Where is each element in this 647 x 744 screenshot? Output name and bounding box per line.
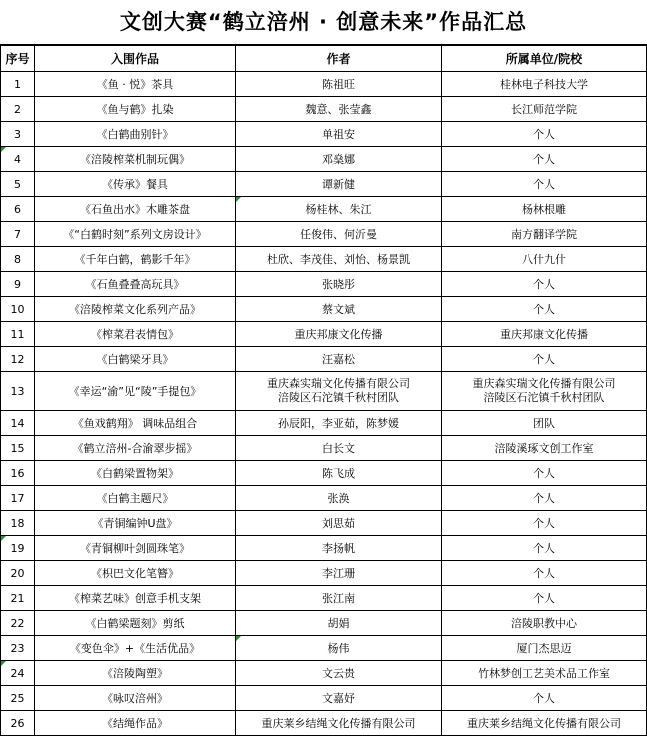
table-row (1, 322, 647, 347)
unit-cell[interactable]: 个人 (442, 347, 647, 372)
work-title-cell[interactable]: 《白鹤梁牙具》 (35, 347, 236, 372)
table-row (1, 436, 647, 461)
work-title-cell[interactable]: 《白鹤曲别针》 (35, 122, 236, 147)
row-number-cell[interactable]: 10 (1, 297, 35, 322)
header-work[interactable]: 入围作品 (35, 46, 236, 72)
work-title-cell[interactable]: 《涪陵陶塑》 (35, 661, 236, 686)
unit-cell[interactable]: 厦门杰思迈 (442, 636, 647, 661)
author-cell[interactable]: 白长文 (236, 436, 442, 461)
sheet-title: 文创大赛“鹤立涪州 · 创意未来”作品汇总 (0, 0, 647, 45)
work-title-cell[interactable]: 《榨菜君表情包》 (35, 322, 236, 347)
unit-cell[interactable]: 涪陵溪琢文创工作室 (442, 436, 647, 461)
row-number-cell[interactable]: 11 (1, 322, 35, 347)
table-row (1, 122, 647, 147)
header-unit[interactable]: 所属单位/院校 (442, 46, 647, 72)
table-row (1, 711, 647, 736)
table-row (1, 297, 647, 322)
author-cell[interactable]: 张涣 (236, 486, 442, 511)
work-title-cell[interactable]: 《白鹤梁题刻》剪纸 (35, 611, 236, 636)
work-title-cell[interactable]: 《青铜编钟U盘》 (35, 511, 236, 536)
table-row (1, 197, 647, 222)
unit-cell[interactable]: 团队 (442, 411, 647, 436)
unit-cell[interactable]: 个人 (442, 122, 647, 147)
table-row (1, 372, 647, 411)
author-cell[interactable]: 文云贵 (236, 661, 442, 686)
table-row (1, 536, 647, 561)
table-row (1, 561, 647, 586)
table-row (1, 172, 647, 197)
work-title-cell[interactable]: 《鱼戏鹤翔》 调味品组合 (35, 411, 236, 436)
work-title-cell[interactable]: 《鹤立涪州-合渝翠步摇》 (35, 436, 236, 461)
unit-cell[interactable]: 个人 (442, 147, 647, 172)
table-row (1, 511, 647, 536)
row-number-cell[interactable]: 5 (1, 172, 35, 197)
row-number-cell[interactable]: 24 (1, 661, 35, 686)
work-title-cell[interactable]: 《咏叹涪州》 (35, 686, 236, 711)
row-number-cell[interactable]: 22 (1, 611, 35, 636)
work-title-cell[interactable]: 《枳巴文化笔簪》 (35, 561, 236, 586)
unit-cell[interactable]: 杨林根雕 (442, 197, 647, 222)
author-cell[interactable]: 谭新健 (236, 172, 442, 197)
unit-cell[interactable]: 个人 (442, 297, 647, 322)
unit-cell[interactable]: 个人 (442, 686, 647, 711)
work-title-cell[interactable]: 《“白鹤时刻”系列文房设计》 (35, 222, 236, 247)
unit-cell[interactable]: 涪陵职教中心 (442, 611, 647, 636)
row-number-cell[interactable]: 23 (1, 636, 35, 661)
work-title-cell[interactable]: 《结绳作品》 (35, 711, 236, 736)
row-number-cell[interactable]: 19 (1, 536, 35, 561)
work-title-cell[interactable]: 《涪陵榨菜机制玩偶》 (35, 147, 236, 172)
author-cell[interactable]: 孙辰阳，李亚茹，陈梦媛 (236, 411, 442, 436)
author-cell[interactable]: 张晓彤 (236, 272, 442, 297)
author-cell[interactable]: 陈祖旺 (236, 72, 442, 97)
work-title-cell[interactable]: 《鱼 · 悦》茶具 (35, 72, 236, 97)
row-number-cell[interactable]: 26 (1, 711, 35, 736)
work-title-cell[interactable]: 《幸运“渝”见“陵”手提包》 (35, 372, 236, 411)
row-number-cell[interactable]: 20 (1, 561, 35, 586)
author-cell[interactable]: 重庆邦康文化传播 (236, 322, 442, 347)
work-title-cell[interactable]: 《白鹤主题尺》 (35, 486, 236, 511)
unit-cell[interactable]: 个人 (442, 272, 647, 297)
unit-cell[interactable]: 个人 (442, 172, 647, 197)
table-row (1, 486, 647, 511)
work-title-cell[interactable]: 《涪陵榨菜文化系列产品》 (35, 297, 236, 322)
table-row (1, 247, 647, 272)
table-row (1, 661, 647, 686)
row-number-cell[interactable]: 25 (1, 686, 35, 711)
author-cell[interactable]: 重庆森实瑞文化传播有限公司 涪陵区石沱镇千秋村团队 (236, 372, 442, 411)
author-cell[interactable]: 杨伟 (236, 636, 442, 661)
row-number-cell[interactable]: 17 (1, 486, 35, 511)
row-number-cell[interactable]: 2 (1, 97, 35, 122)
author-cell[interactable]: 刘思茹 (236, 511, 442, 536)
unit-cell[interactable]: 竹林梦创工艺美术品工作室 (442, 661, 647, 686)
works-table (0, 45, 647, 736)
unit-cell[interactable]: 重庆森实瑞文化传播有限公司 涪陵区石沱镇千秋村团队 (442, 372, 647, 411)
table-row (1, 586, 647, 611)
row-number-cell[interactable]: 3 (1, 122, 35, 147)
row-number-cell[interactable]: 14 (1, 411, 35, 436)
unit-cell[interactable]: 八什九什 (442, 247, 647, 272)
author-cell[interactable]: 单祖安 (236, 122, 442, 147)
author-cell[interactable]: 任俊伟、何沂曼 (236, 222, 442, 247)
work-title-cell[interactable]: 《白鹤梁置物架》 (35, 461, 236, 486)
row-number-cell[interactable]: 18 (1, 511, 35, 536)
work-title-cell[interactable]: 《石鱼出水》木雕茶盘 (35, 197, 236, 222)
unit-cell[interactable]: 重庆莱乡结绳文化传播有限公司 (442, 711, 647, 736)
unit-cell[interactable]: 南方翻译学院 (442, 222, 647, 247)
header-row (1, 46, 647, 72)
work-title-cell[interactable]: 《石鱼叠叠高玩具》 (35, 272, 236, 297)
unit-cell[interactable]: 桂林电子科技大学 (442, 72, 647, 97)
author-cell[interactable]: 李江珊 (236, 561, 442, 586)
author-cell[interactable]: 杜欣、李茂佳、刘怡、杨景凯 (236, 247, 442, 272)
table-row (1, 222, 647, 247)
work-title-cell[interactable]: 《鱼与鹤》扎染 (35, 97, 236, 122)
author-cell[interactable]: 杨桂林、朱江 (236, 197, 442, 222)
row-number-cell[interactable]: 16 (1, 461, 35, 486)
table-row (1, 461, 647, 486)
unit-cell[interactable]: 个人 (442, 511, 647, 536)
author-cell[interactable]: 魏意、张莹鑫 (236, 97, 442, 122)
work-title-cell[interactable]: 《变色伞》+《生活优品》 (35, 636, 236, 661)
author-cell[interactable]: 陈飞成 (236, 461, 442, 486)
row-number-cell[interactable]: 1 (1, 72, 35, 97)
author-cell[interactable]: 胡娟 (236, 611, 442, 636)
row-number-cell[interactable]: 12 (1, 347, 35, 372)
row-number-cell[interactable]: 13 (1, 372, 35, 411)
unit-cell[interactable]: 个人 (442, 586, 647, 611)
work-title-cell[interactable]: 《榨菜艺味》创意手机支架 (35, 586, 236, 611)
row-number-cell[interactable]: 7 (1, 222, 35, 247)
author-cell[interactable]: 蔡文斌 (236, 297, 442, 322)
row-number-cell[interactable]: 6 (1, 197, 35, 222)
unit-cell[interactable]: 个人 (442, 561, 647, 586)
work-title-cell[interactable]: 《传承》餐具 (35, 172, 236, 197)
author-cell[interactable]: 李扬帆 (236, 536, 442, 561)
row-number-cell[interactable]: 21 (1, 586, 35, 611)
table-row (1, 636, 647, 661)
row-number-cell[interactable]: 15 (1, 436, 35, 461)
table-row (1, 147, 647, 172)
author-cell[interactable]: 文嘉妤 (236, 686, 442, 711)
unit-cell[interactable]: 长江师范学院 (442, 97, 647, 122)
table-row (1, 611, 647, 636)
work-title-cell[interactable]: 《千年白鹤，鹤影千年》 (35, 247, 236, 272)
header-no[interactable]: 序号 (1, 46, 35, 72)
author-cell[interactable]: 邓燊娜 (236, 147, 442, 172)
unit-cell[interactable]: 个人 (442, 486, 647, 511)
unit-cell[interactable]: 个人 (442, 461, 647, 486)
row-number-cell[interactable]: 8 (1, 247, 35, 272)
table-row (1, 411, 647, 436)
row-number-cell[interactable]: 9 (1, 272, 35, 297)
table-row (1, 686, 647, 711)
table-row (1, 97, 647, 122)
table-row (1, 72, 647, 97)
unit-cell[interactable]: 重庆邦康文化传播 (442, 322, 647, 347)
author-cell[interactable]: 重庆莱乡结绳文化传播有限公司 (236, 711, 442, 736)
work-title-cell[interactable]: 《青铜柳叶剑圆珠笔》 (35, 536, 236, 561)
author-cell[interactable]: 张江南 (236, 586, 442, 611)
table-row (1, 347, 647, 372)
author-cell[interactable]: 汪嘉松 (236, 347, 442, 372)
row-number-cell[interactable]: 4 (1, 147, 35, 172)
table-row (1, 272, 647, 297)
unit-cell[interactable]: 个人 (442, 536, 647, 561)
header-author[interactable]: 作者 (236, 46, 442, 72)
